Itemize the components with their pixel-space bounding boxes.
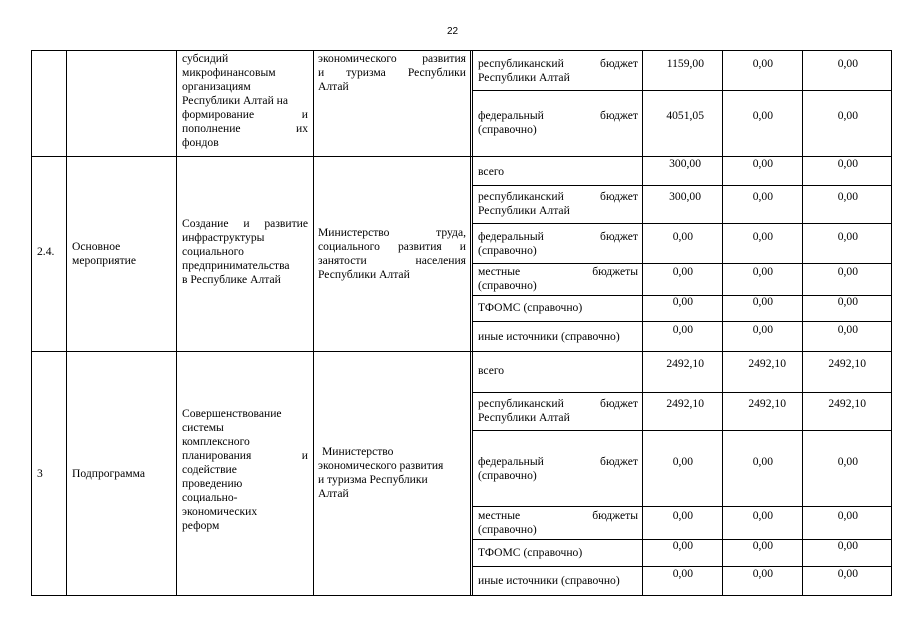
table-border-left: [31, 50, 32, 596]
text-line: Республики Алтай на: [182, 94, 289, 107]
row-divider: [472, 321, 892, 322]
text-line: (справочно): [478, 244, 537, 257]
text-line: федеральный бюджет: [478, 109, 638, 122]
executor-cell: [318, 226, 466, 282]
column-divider: [176, 50, 177, 596]
text-line: комплексного: [182, 435, 250, 448]
text-line: Министерство: [322, 445, 394, 458]
funding-source-cell: [478, 509, 638, 537]
text-line: организациям: [182, 80, 251, 93]
value-cell: 0,00: [752, 109, 773, 122]
row-divider: [472, 430, 892, 431]
value-cell: 0,00: [672, 295, 693, 308]
text-line: микрофинансовым: [182, 66, 276, 79]
text-line: федеральный бюджет: [478, 455, 638, 468]
value-cell: 300,00: [669, 190, 701, 203]
page-number: 22: [446, 26, 459, 37]
value-cell: 2492,10: [666, 397, 704, 410]
funding-source-cell: [478, 190, 638, 218]
text-line: системы: [182, 421, 224, 434]
text-line: иные источники (справочно): [478, 330, 620, 343]
funding-source-cell: [478, 109, 638, 137]
column-divider: [472, 50, 473, 596]
executor-cell: [318, 52, 466, 94]
value-cell: 0,00: [837, 265, 858, 278]
value-cell: 0,00: [752, 190, 773, 203]
funding-source-cell: [478, 57, 638, 85]
value-cell: 0,00: [837, 567, 858, 580]
value-cell: 0,00: [837, 295, 858, 308]
text-line: всего: [478, 165, 505, 178]
text-line: иные источники (справочно): [478, 574, 620, 587]
value-cell: 2492,10: [748, 357, 786, 370]
text-line: мероприятие: [72, 254, 137, 267]
text-line: всего: [478, 364, 505, 377]
value-cell: 0,00: [752, 539, 773, 552]
description-cell: [182, 407, 308, 533]
item-number: 2.4.: [37, 245, 55, 258]
row-divider: [472, 392, 892, 393]
value-cell: 0,00: [672, 455, 693, 468]
value-cell: 0,00: [837, 509, 858, 522]
text-line: (справочно): [478, 123, 537, 136]
value-cell: 4051,05: [666, 109, 704, 122]
text-line: экономических: [182, 505, 258, 518]
value-cell: 0,00: [752, 230, 773, 243]
text-line: (справочно): [478, 469, 537, 482]
value-cell: 0,00: [752, 509, 773, 522]
value-cell: 0,00: [752, 295, 773, 308]
text-line: Основное: [72, 240, 121, 253]
text-line: инфраструктуры: [182, 231, 265, 244]
text-line: социального развития и: [318, 240, 466, 253]
text-line: ТФОМС (справочно): [478, 301, 583, 314]
text-line: Подпрограмма: [72, 467, 145, 480]
text-line: Республики Алтай: [478, 71, 570, 84]
text-line: федеральный бюджет: [478, 230, 638, 243]
value-cell: 0,00: [752, 57, 773, 70]
description-cell: [182, 217, 308, 287]
text-line: Республики Алтай: [318, 268, 410, 281]
text-line: Министерство труда,: [318, 226, 466, 239]
value-cell: 0,00: [837, 57, 858, 70]
text-line: и туризма Республики: [318, 66, 466, 79]
value-cell: 0,00: [672, 230, 693, 243]
funding-source-cell: [478, 265, 638, 293]
text-line: ТФОМС (справочно): [478, 546, 583, 559]
value-cell: 0,00: [837, 455, 858, 468]
executor-cell: [318, 445, 466, 501]
value-cell: 2492,10: [666, 357, 704, 370]
value-cell: 0,00: [837, 323, 858, 336]
text-line: республиканский бюджет: [478, 190, 638, 203]
value-cell: 0,00: [837, 230, 858, 243]
funding-source-cell: [478, 330, 642, 344]
value-cell: 0,00: [837, 539, 858, 552]
value-cell: 0,00: [752, 455, 773, 468]
text-line: предпринимательства: [182, 259, 290, 272]
row-divider: [472, 185, 892, 186]
text-line: экономического развития: [318, 459, 444, 472]
text-line: социально-: [182, 491, 238, 504]
row-divider: [472, 506, 892, 507]
value-cell: 0,00: [752, 157, 773, 170]
value-cell: 0,00: [837, 190, 858, 203]
row-divider: [472, 263, 892, 264]
column-divider: [470, 50, 471, 596]
text-line: фондов: [182, 136, 219, 149]
text-line: Алтай: [318, 487, 349, 500]
funding-source-cell: [478, 230, 638, 258]
table-border-top: [31, 50, 892, 51]
text-line: экономического развития: [318, 52, 466, 65]
value-cell: 0,00: [672, 567, 693, 580]
value-cell: 0,00: [672, 323, 693, 336]
text-line: местные бюджеты: [478, 265, 638, 278]
description-cell: [182, 52, 308, 150]
block-divider: [31, 351, 892, 352]
funding-source-cell: [478, 546, 638, 560]
value-cell: 0,00: [672, 539, 693, 552]
table-border-bottom: [31, 595, 892, 596]
value-cell: 2492,10: [828, 397, 866, 410]
funding-source-cell: [478, 397, 638, 425]
column-divider: [642, 50, 643, 596]
funding-source-cell: [478, 165, 638, 179]
row-divider: [472, 223, 892, 224]
value-cell: 1159,00: [666, 57, 704, 70]
column-divider: [66, 50, 67, 596]
value-cell: 0,00: [837, 157, 858, 170]
text-line: республиканский бюджет: [478, 57, 638, 70]
column-divider: [313, 50, 314, 596]
text-line: (справочно): [478, 279, 537, 292]
text-line: проведению: [182, 477, 243, 490]
value-cell: 0,00: [672, 265, 693, 278]
text-line: занятости населения: [318, 254, 466, 267]
text-line: Алтай: [318, 80, 349, 93]
text-line: (справочно): [478, 523, 537, 536]
funding-source-cell: [478, 455, 638, 483]
value-cell: 0,00: [752, 265, 773, 278]
value-cell: 2492,10: [828, 357, 866, 370]
text-line: Создание и развитие: [182, 217, 308, 230]
text-line: реформ: [182, 519, 220, 532]
funding-source-cell: [478, 574, 642, 588]
text-line: субсидий: [182, 52, 229, 65]
text-line: в Республике Алтай: [182, 273, 281, 286]
value-cell: 0,00: [837, 109, 858, 122]
funding-source-cell: [478, 301, 638, 315]
item-type: [72, 240, 172, 268]
text-line: формирование и: [182, 108, 308, 121]
item-type: [72, 467, 172, 481]
text-line: местные бюджеты: [478, 509, 638, 522]
value-cell: 300,00: [669, 157, 701, 170]
table-border-right: [891, 50, 892, 596]
text-line: Совершенствование: [182, 407, 282, 420]
funding-source-cell: [478, 364, 638, 378]
text-line: республиканский бюджет: [478, 397, 638, 410]
column-divider: [722, 50, 723, 596]
text-line: и туризма Республики: [318, 473, 428, 486]
text-line: социального: [182, 245, 244, 258]
text-line: планирования и: [182, 449, 308, 462]
value-cell: 0,00: [672, 509, 693, 522]
value-cell: 0,00: [752, 323, 773, 336]
text-line: пополнение их: [182, 122, 308, 135]
column-divider: [802, 50, 803, 596]
text-line: Республики Алтай: [478, 411, 570, 424]
text-line: Республики Алтай: [478, 204, 570, 217]
item-number: 3: [37, 467, 43, 480]
row-divider: [472, 90, 892, 91]
value-cell: 0,00: [752, 567, 773, 580]
text-line: содействие: [182, 463, 237, 476]
value-cell: 2492,10: [748, 397, 786, 410]
